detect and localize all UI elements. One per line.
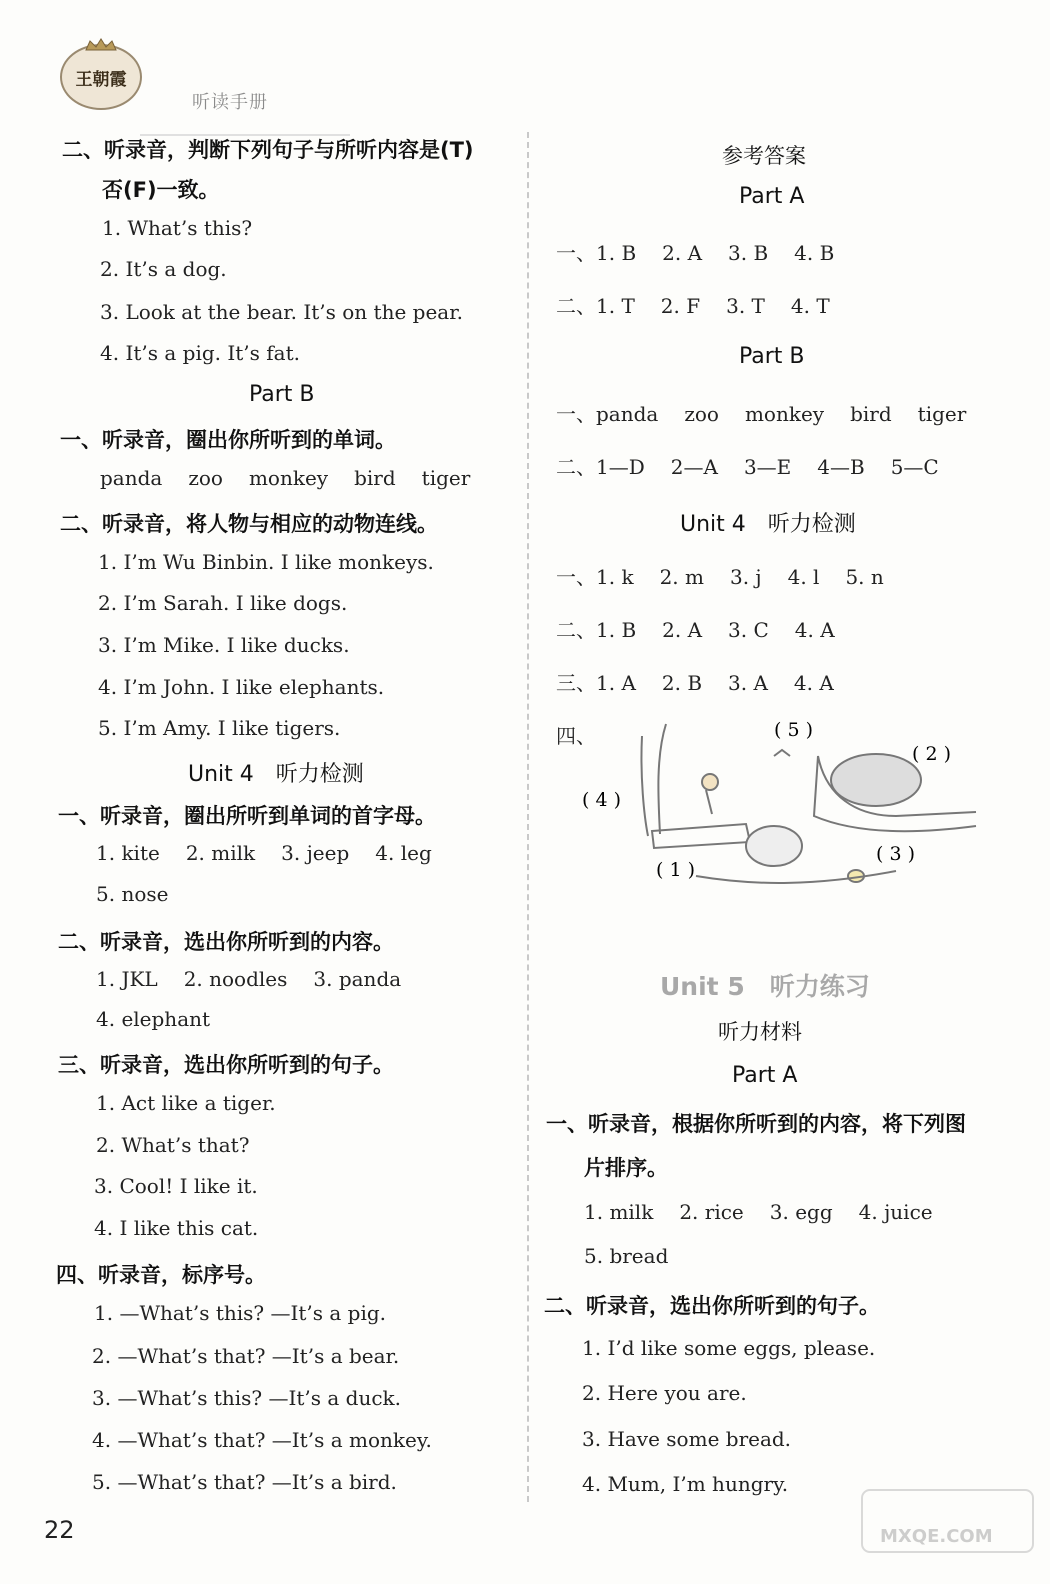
list-item: 1. What’s this? (102, 216, 253, 240)
unit-title: Unit 4 听力检测 (188, 762, 364, 787)
list-item: 2. It’s a dog. (100, 257, 227, 281)
answer: 2—A (670, 455, 718, 479)
list-item: 2. What’s that? (96, 1133, 250, 1157)
word: 2. milk (185, 841, 256, 865)
list-item: 5. I’m Amy. I like tigers. (98, 716, 341, 740)
material-title: 听力材料 (718, 1020, 802, 1044)
brand-logo (60, 44, 142, 110)
answers-title: 参考答案 (722, 144, 806, 168)
answer: 三、1. A (556, 671, 636, 695)
list-item: 3. Look at the bear. It’s on the pear. (100, 300, 463, 324)
answer-row (556, 237, 860, 266)
answer: bird (850, 402, 892, 426)
answer-label: 四、 (556, 724, 596, 748)
answer: 2. m (659, 565, 704, 589)
fig-label-3: ( 3 ) (876, 843, 915, 865)
zoo-illustration (556, 716, 986, 906)
unit-title-gray: Unit 5 听力练习 (660, 972, 870, 1001)
word-list (100, 466, 496, 490)
watermark-text: MXQE.COM (880, 1526, 993, 1547)
answer: 二、1—D (556, 455, 645, 479)
fig-label-5: ( 5 ) (774, 719, 813, 741)
list-item: 4. —What’s that? —It’s a monkey. (92, 1428, 432, 1452)
word-list (96, 841, 458, 865)
word: 1. JKL (96, 967, 158, 991)
answer: 3—E (743, 455, 792, 479)
list-item: 5. bread (584, 1244, 669, 1268)
bear-shape (831, 754, 921, 806)
crown-icon (84, 38, 118, 52)
list-item: 4. Mum, I’m hungry. (582, 1472, 789, 1496)
list-item: 2. I’m Sarah. I like dogs. (98, 591, 348, 615)
list-item: 2. —What’s that? —It’s a bear. (92, 1344, 400, 1368)
answer: 3. C (728, 618, 769, 642)
answer: 4. l (787, 565, 820, 589)
part-title: Part B (739, 344, 805, 369)
part-title: Part A (732, 1063, 798, 1088)
list-item: 3. Have some bread. (582, 1427, 792, 1451)
answer: monkey (744, 402, 825, 426)
monkey-head (702, 774, 718, 790)
word: 1. milk (584, 1200, 654, 1224)
answer: 3. B (728, 241, 769, 265)
answer: tiger (917, 402, 967, 426)
fig-label-4: ( 4 ) (582, 789, 621, 811)
list-item: 4. I’m John. I like elephants. (98, 675, 385, 699)
word: 4. juice (858, 1200, 933, 1224)
fence-platform (652, 824, 750, 848)
word: 3. jeep (281, 841, 350, 865)
question-heading: 二、听录音，选出你所听到的内容。 (58, 930, 394, 954)
word-list (96, 967, 427, 991)
answer: 3. T (726, 294, 765, 318)
answer: 二、1. B (556, 618, 637, 642)
word: zoo (188, 466, 223, 490)
answer-row (556, 451, 965, 480)
answer: 4. A (793, 671, 834, 695)
section-title: 听读手册 (192, 92, 268, 113)
answer-row (556, 398, 992, 427)
list-item: 3. Cool! I like it. (94, 1174, 258, 1198)
list-item: 5. —What’s that? —It’s a bird. (92, 1470, 397, 1494)
fig-label-2: ( 2 ) (912, 743, 951, 765)
question-heading: 一、听录音，圈出所听到单词的首字母。 (58, 804, 436, 828)
list-item: 1. I’m Wu Binbin. I like monkeys. (98, 550, 434, 574)
list-item: 1. —What’s this? —It’s a pig. (94, 1301, 387, 1325)
part-title: Part A (739, 184, 805, 209)
word: monkey (248, 466, 329, 490)
answer: 一、1. k (556, 565, 634, 589)
tree-trunk (658, 724, 666, 834)
answer: 4. B (794, 241, 835, 265)
word: panda (100, 466, 163, 490)
answer: 4. A (794, 618, 835, 642)
question-heading: 二、听录音，判断下列句子与所听内容是(T) (62, 138, 474, 162)
list-item: 4. elephant (96, 1007, 211, 1031)
answer: 3. A (728, 671, 768, 695)
answer: 4. T (790, 294, 830, 318)
unit-title: Unit 4 听力检测 (680, 512, 856, 537)
fig-label-1: ( 1 ) (656, 859, 695, 881)
bird-shape (774, 750, 790, 756)
word: 1. kite (96, 841, 160, 865)
list-item: 2. Here you are. (582, 1381, 747, 1405)
word: 2. rice (679, 1200, 744, 1224)
word: 4. leg (375, 841, 432, 865)
answer: 一、1. B (556, 241, 637, 265)
answer: 二、1. T (556, 294, 635, 318)
list-item: 1. I’d like some eggs, please. (582, 1336, 876, 1360)
question-heading: 四、听录音，标序号。 (56, 1263, 266, 1287)
list-item: 3. —What’s this? —It’s a duck. (92, 1386, 402, 1410)
answer-row (556, 561, 910, 590)
word-list (584, 1200, 959, 1224)
pig-shape (746, 826, 802, 866)
question-heading-cont: 否(F)一致。 (102, 178, 220, 202)
question-heading: 一、听录音，根据你所听到的内容，将下列图 (546, 1112, 966, 1136)
answer: 一、panda (556, 402, 659, 426)
answer-row (556, 667, 860, 696)
column-divider (527, 132, 529, 1502)
question-heading: 二、听录音，选出你所听到的句子。 (544, 1294, 880, 1318)
answer: 2. A (662, 618, 703, 642)
word: 3. panda (313, 967, 402, 991)
list-item: 4. It’s a pig. It’s fat. (100, 341, 300, 365)
question-heading: 三、听录音，选出你所听到的句子。 (58, 1053, 394, 1077)
answer: 4—B (817, 455, 865, 479)
list-item: 1. Act like a tiger. (96, 1091, 276, 1115)
site-watermark (860, 1486, 1035, 1556)
answer: zoo (684, 402, 719, 426)
logo-text: 王朝霞 (75, 69, 127, 90)
answer: 5—C (890, 455, 939, 479)
answer: 2. F (660, 294, 701, 318)
list-item: 3. I’m Mike. I like ducks. (98, 633, 350, 657)
word: 3. egg (769, 1200, 833, 1224)
answer: 2. A (662, 241, 703, 265)
list-item: 5. nose (96, 882, 169, 906)
answer: 3. j (729, 565, 762, 589)
part-title: Part B (249, 382, 315, 407)
page-header (60, 38, 300, 118)
word: tiger (421, 466, 471, 490)
answer: 2. B (661, 671, 703, 695)
list-item: 4. I like this cat. (94, 1216, 259, 1240)
question-heading-cont: 片排序。 (584, 1156, 668, 1180)
answer-row (556, 290, 856, 319)
question-heading: 二、听录音，将人物与相应的动物连线。 (60, 512, 438, 536)
word: 2. noodles (183, 967, 288, 991)
answer: 5. n (845, 565, 884, 589)
question-heading: 一、听录音，圈出你所听到的单词。 (60, 428, 396, 452)
word: bird (354, 466, 396, 490)
page-number: 22 (44, 1516, 75, 1544)
answer-row (556, 614, 861, 643)
